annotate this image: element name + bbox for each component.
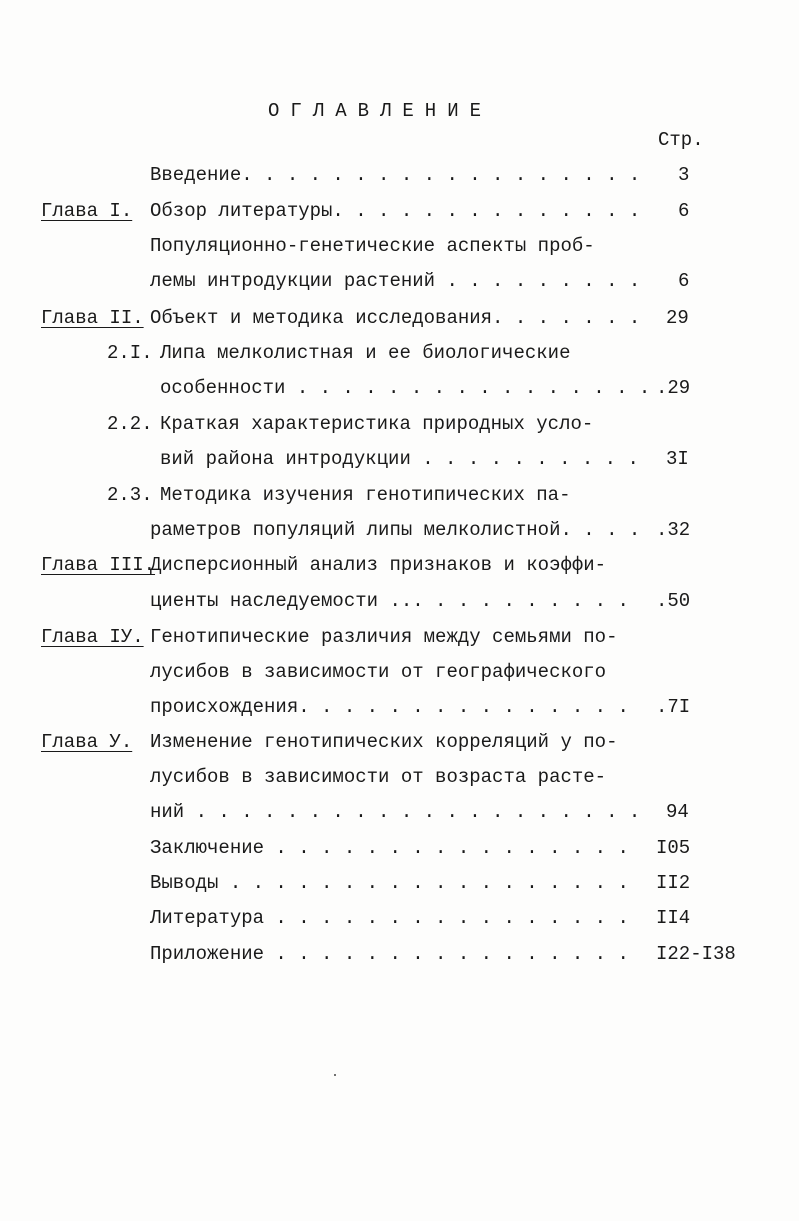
toc-entry-text: циенты наследуемости ... . . . . . . . . . (150, 590, 629, 612)
chapter-label: Глава У. (41, 731, 133, 753)
toc-entry-text: лусибов в зависимости от возраста расте- (150, 766, 607, 788)
section-number: 2.2. (107, 413, 153, 435)
chapter-label: Глава I. (41, 200, 133, 222)
toc-entry-text: Изменение генотипических корреляций у по- (150, 731, 618, 753)
toc-entry-text: Дисперсионный анализ признаков и коэффи- (150, 554, 607, 576)
toc-entry-text: происхождения. . . . . . . . . . . . . . . (150, 696, 629, 718)
toc-entry-text: Заключение . . . . . . . . . . . . . . . . (150, 837, 629, 859)
toc-entry-page: .7I (656, 696, 691, 718)
toc-entry-text: Генотипические различия между семьями по- (150, 626, 618, 648)
toc-entry-text: Популяционно-генетические аспекты проб- (150, 235, 595, 257)
toc-entry-page: II4 (656, 907, 691, 929)
toc-entry-text: Введение. . . . . . . . . . . . . . . . . . (150, 164, 641, 186)
chapter-label: Глава III. (41, 554, 156, 576)
toc-entry-text: раметров популяций липы мелколистной. . . . (150, 519, 641, 541)
toc-entry-text: Липа мелколистная и ее биологические (160, 342, 571, 364)
toc-entry-page: I05 (656, 837, 691, 859)
toc-entry-page: II2 (656, 872, 691, 894)
toc-entry-text: вий района интродукции . . . . . . . . . . (160, 448, 639, 470)
chapter-label: Глава II. (41, 307, 144, 329)
toc-entry-page: .32 (656, 519, 691, 541)
toc-entry-text: лемы интродукции растений . . . . . . . . . (150, 270, 641, 292)
toc-entry-text: Литература . . . . . . . . . . . . . . . . (150, 907, 629, 929)
toc-entry-page: 6 (678, 200, 690, 222)
toc-entry-text: Обзор литературы. . . . . . . . . . . . . . (150, 200, 641, 222)
toc-entry-page: 3I (666, 448, 689, 470)
toc-entry-text: ний . . . . . . . . . . . . . . . . . . . . (150, 801, 641, 823)
toc-entry-text: Методика изучения генотипических па- (160, 484, 571, 506)
paper-speck (334, 1074, 336, 1076)
toc-entry-text: Выводы . . . . . . . . . . . . . . . . . . (150, 872, 629, 894)
toc-entry-text: Приложение . . . . . . . . . . . . . . . . (150, 943, 629, 965)
toc-entry-page: .29 (656, 377, 691, 399)
toc-entry-page: 94 (666, 801, 689, 823)
toc-entry-page: I22-I38 (656, 943, 736, 965)
toc-entry-text: Краткая характеристика природных усло- (160, 413, 594, 435)
page-title: ОГЛАВЛЕНИЕ (267, 100, 493, 122)
toc-entry-page: 6 (678, 270, 690, 292)
toc-entry-text: Объект и методика исследования. . . . . . . (150, 307, 641, 329)
toc-entry-text: лусибов в зависимости от географического (150, 661, 607, 683)
section-number: 2.I. (107, 342, 153, 364)
toc-entry-page: 29 (666, 307, 689, 329)
toc-entry-text: особенности . . . . . . . . . . . . . . . . (160, 377, 651, 399)
toc-entry-page: .50 (656, 590, 691, 612)
chapter-label: Глава IУ. (41, 626, 144, 648)
toc-entry-page: 3 (678, 164, 690, 186)
page-column-header: Стр. (658, 129, 704, 151)
section-number: 2.3. (107, 484, 153, 506)
